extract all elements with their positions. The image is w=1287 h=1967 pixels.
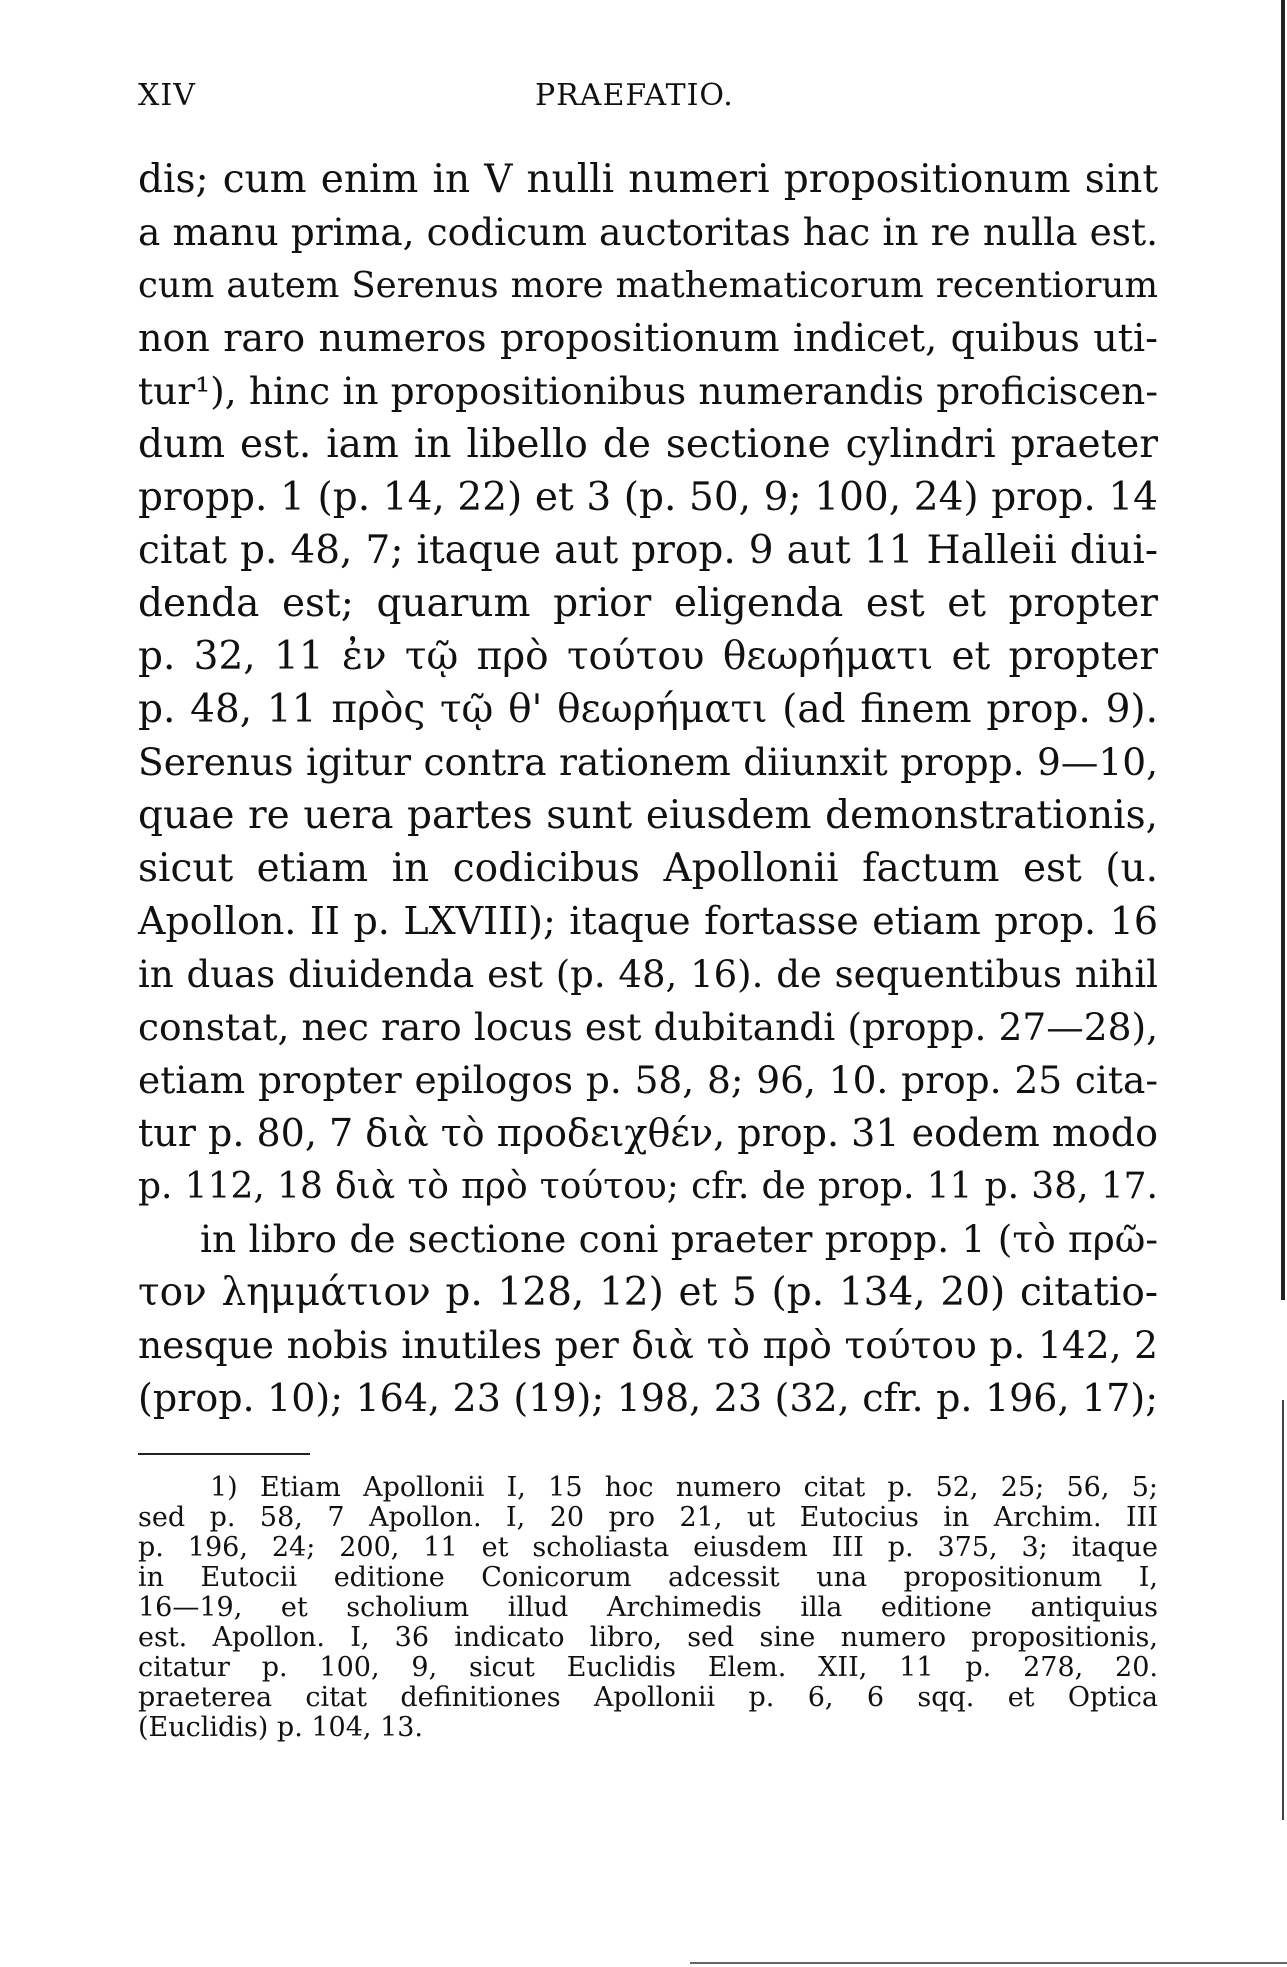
footnote-line: est. Apollon. I, 36 indicato libro, sed sine numero propositionis, bbox=[138, 1622, 1158, 1653]
text-line: sicut etiam in codicibus Apollonii factum est (u. bbox=[138, 846, 1158, 891]
text-line: p. 48, 11 πρὸς τῷ θ' θεωρήματι (ad finem prop. 9). bbox=[138, 687, 1158, 732]
running-header bbox=[138, 78, 1158, 118]
text-line: dum est. iam in libello de sectione cylindri praeter bbox=[138, 422, 1158, 467]
text-line: τον λημμάτιον p. 128, 12) et 5 (p. 134, 20) citatio- bbox=[138, 1270, 1158, 1315]
footnote-rule bbox=[138, 1453, 310, 1455]
page-edge-lower bbox=[1282, 1400, 1284, 1820]
page-edge bbox=[1281, 0, 1285, 1300]
footnote-line: citatur p. 100, 9, sicut Euclidis Elem. XII, 11 p. 278, 20. bbox=[138, 1652, 1158, 1683]
footnote-line: 16—19, et scholium illud Archimedis illa editione antiquius bbox=[138, 1592, 1158, 1623]
text-line: quae re uera partes sunt eiusdem demonstrationis, bbox=[138, 793, 1158, 838]
text-line: tur p. 80, 7 διὰ τὸ προδειχθέν, prop. 31 eodem modo bbox=[138, 1111, 1158, 1155]
page-number: XIV bbox=[138, 78, 196, 113]
text-line: etiam propter epilogos p. 58, 8; 96, 10. prop. 25 cita- bbox=[138, 1058, 1158, 1102]
text-line: nesque nobis inutiles per διὰ τὸ πρὸ τούτου p. 142, 2 bbox=[138, 1323, 1158, 1367]
page-bottom-rule bbox=[690, 1962, 1287, 1964]
running-title: PRAEFATIO. bbox=[535, 78, 734, 113]
text-line: p. 32, 11 ἐν τῷ πρὸ τούτου θεωρήματι et propter bbox=[138, 634, 1158, 679]
text-line: non raro numeros propositionum indicet, quibus uti- bbox=[138, 316, 1158, 360]
text-line: (prop. 10); 164, 23 (19); 198, 23 (32, cfr. p. 196, 17); bbox=[138, 1376, 1158, 1420]
main-text bbox=[138, 153, 1158, 1425]
text-line: tur¹), hinc in propositionibus numerandis proficiscen- bbox=[138, 369, 1158, 413]
footnote-line: (Euclidis) p. 104, 13. bbox=[138, 1712, 424, 1743]
text-line: Apollon. II p. LXVIII); itaque fortasse etiam prop. 16 bbox=[138, 899, 1158, 943]
text-line: denda est; quarum prior eligenda est et propter bbox=[138, 581, 1158, 626]
footnote-line: 1) Etiam Apollonii I, 15 hoc numero citat p. 52, 25; 56, 5; bbox=[210, 1472, 1158, 1503]
footnote-line: in Eutocii editione Conicorum adcessit una propositionum I, bbox=[138, 1562, 1158, 1593]
text-line: dis; cum enim in V nulli numeri propositionum sint bbox=[138, 157, 1158, 202]
text-line: Serenus igitur contra rationem diiunxit propp. 9—10, bbox=[138, 740, 1158, 784]
footnote-line: sed p. 58, 7 Apollon. I, 20 pro 21, ut Eutocius in Archim. III bbox=[138, 1502, 1158, 1533]
text-line: cum autem Serenus more mathematicorum recentiorum bbox=[138, 265, 1158, 306]
text-line: a manu prima, codicum auctoritas hac in re nulla est. bbox=[138, 210, 1158, 254]
text-line: propp. 1 (p. 14, 22) et 3 (p. 50, 9; 100, 24) prop. 14 bbox=[138, 475, 1158, 520]
footnote-line: praeterea citat definitiones Apollonii p. 6, 6 sqq. et Optica bbox=[138, 1682, 1158, 1713]
text-line: citat p. 48, 7; itaque aut prop. 9 aut 11 Halleii diui- bbox=[138, 528, 1158, 573]
footnote bbox=[138, 1473, 1158, 1743]
text-line: in libro de sectione coni praeter propp. 1 (τὸ πρῶ- bbox=[200, 1217, 1158, 1261]
text-line: in duas diuidenda est (p. 48, 16). de sequentibus nihil bbox=[138, 953, 1158, 996]
text-line: p. 112, 18 διὰ τὸ πρὸ τούτου; cfr. de prop. 11 p. 38, 17. bbox=[138, 1166, 1158, 1207]
footnote-line: p. 196, 24; 200, 11 et scholiasta eiusdem III p. 375, 3; itaque bbox=[138, 1532, 1158, 1563]
text-line: constat, nec raro locus est dubitandi (propp. 27—28), bbox=[138, 1005, 1158, 1049]
